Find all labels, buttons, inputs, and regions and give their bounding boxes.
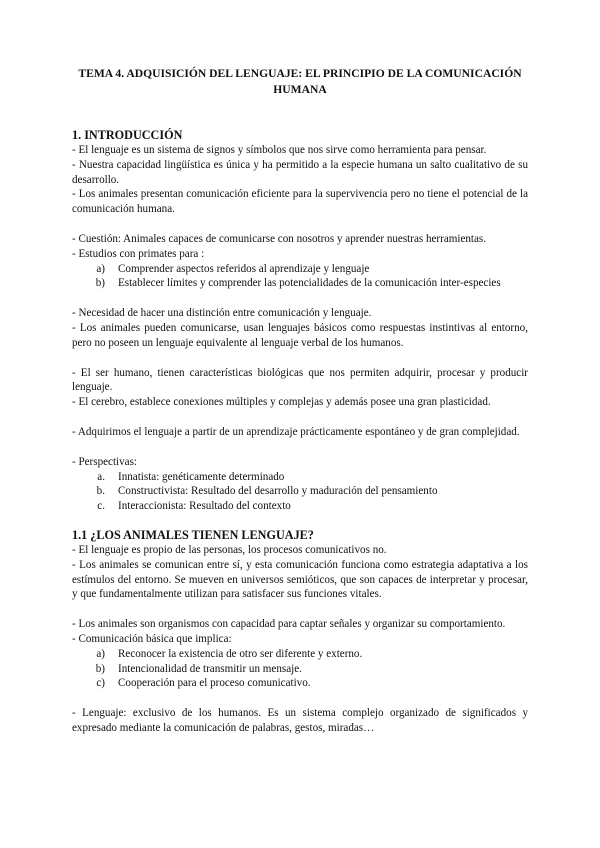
page-title [72,66,528,97]
paragraph: - Nuestra capacidad lingüística es única y ha permitido a la especie humana un salto cualitativo de su desarrollo. [72,158,528,186]
list-item [72,499,528,514]
list-item-text: Cooperación para el proceso comunicativo. [118,677,311,690]
paragraph: - Cuestión: Animales capaces de comunicarse con nosotros y aprender nuestras herramientas. [72,232,487,245]
list-item [72,276,528,291]
list-item-text: Intencionalidad de transmitir un mensaje. [118,662,302,675]
list-item [72,676,528,691]
list-marker: b. [96,485,105,498]
list-item-text: Reconocer la existencia de otro ser diferente y externo. [118,647,363,660]
list-item-text: Interaccionista: Resultado del contexto [118,500,291,513]
list-item [72,647,528,662]
paragraph: - Los animales pueden comunicarse, usan lenguajes básicos como respuestas instintivas al entorno, pero no poseen un lenguaje equivalente al lenguaje verbal de los humanos. [72,321,528,349]
list-comunicacion [72,647,528,691]
list-item-text: Establecer límites y comprender las potencialidades de la comunicación inter-especies [118,277,501,290]
list-marker: b) [95,662,105,675]
paragraph: - Los animales presentan comunicación eficiente para la supervivencia pero no tiene el potencial de la comunicación humana. [72,188,528,216]
list-marker: a. [97,470,105,483]
list-estudios [72,262,528,292]
paragraph: - Necesidad de hacer una distinción entre comunicación y lenguaje. [72,307,372,320]
paragraph: - Los animales son organismos con capacidad para captar señales y organizar su comportamiento. [72,618,506,631]
paragraph: - Estudios con primates para : [72,247,205,260]
list-item-text: Innatista: genéticamente determinado [118,470,285,483]
paragraph: - Lenguaje: exclusivo de los humanos. Es un sistema complejo organizado de significados y expresado mediante la comunicación de palabras, gestos, miradas… [72,707,528,734]
paragraph: - Los animales se comunican entre sí, y esta comunicación funciona como estrategia adaptativa a los estímulos del entorno. Se mueven en universos semióticos, que son capaces de interpretar y procesar, y que fundamentalmente utilizan para satisfacer sus funciones vitales. [72,558,528,601]
paragraph: - Adquirimos el lenguaje a partir de un aprendizaje prácticamente espontáneo y de gran complejidad. [72,425,520,438]
list-item [72,484,528,499]
list-item [72,662,528,677]
list-marker: c. [97,500,105,513]
document-page [72,66,528,736]
paragraph: - Perspectivas: [72,455,138,468]
list-item [72,470,528,485]
list-marker: b) [95,277,105,290]
list-marker: c) [96,677,105,690]
list-item-text: Comprender aspectos referidos al aprendizaje y lenguaje [118,262,370,275]
list-item [72,262,528,277]
paragraph: - Comunicación básica que implica: [72,632,232,645]
section-heading-introduccion: 1. INTRODUCCIÓN [72,128,183,142]
list-marker: a) [96,647,105,660]
list-perspectivas [72,470,528,514]
title-line-2: HUMANA [273,82,327,96]
list-item-text: Constructivista: Resultado del desarrollo y maduración del pensamiento [118,485,438,498]
title-line-1: TEMA 4. ADQUISICIÓN DEL LENGUAJE: EL PRINCIPIO DE LA COMUNICACIÓN [78,67,522,80]
paragraph: - El lenguaje es propio de las personas, los procesos comunicativos no. [72,543,387,556]
paragraph: - El lenguaje es un sistema de signos y símbolos que nos sirve como herramienta para pensar. [72,144,487,156]
paragraph: - El ser humano, tienen características biológicas que nos permiten adquirir, procesar y producir lenguaje. [72,366,528,394]
section-heading-animales: 1.1 ¿LOS ANIMALES TIENEN LENGUAJE? [72,527,314,542]
paragraph: - El cerebro, establece conexiones múltiples y complejas y además posee una gran plasticidad. [72,396,491,409]
list-marker: a) [96,262,105,275]
